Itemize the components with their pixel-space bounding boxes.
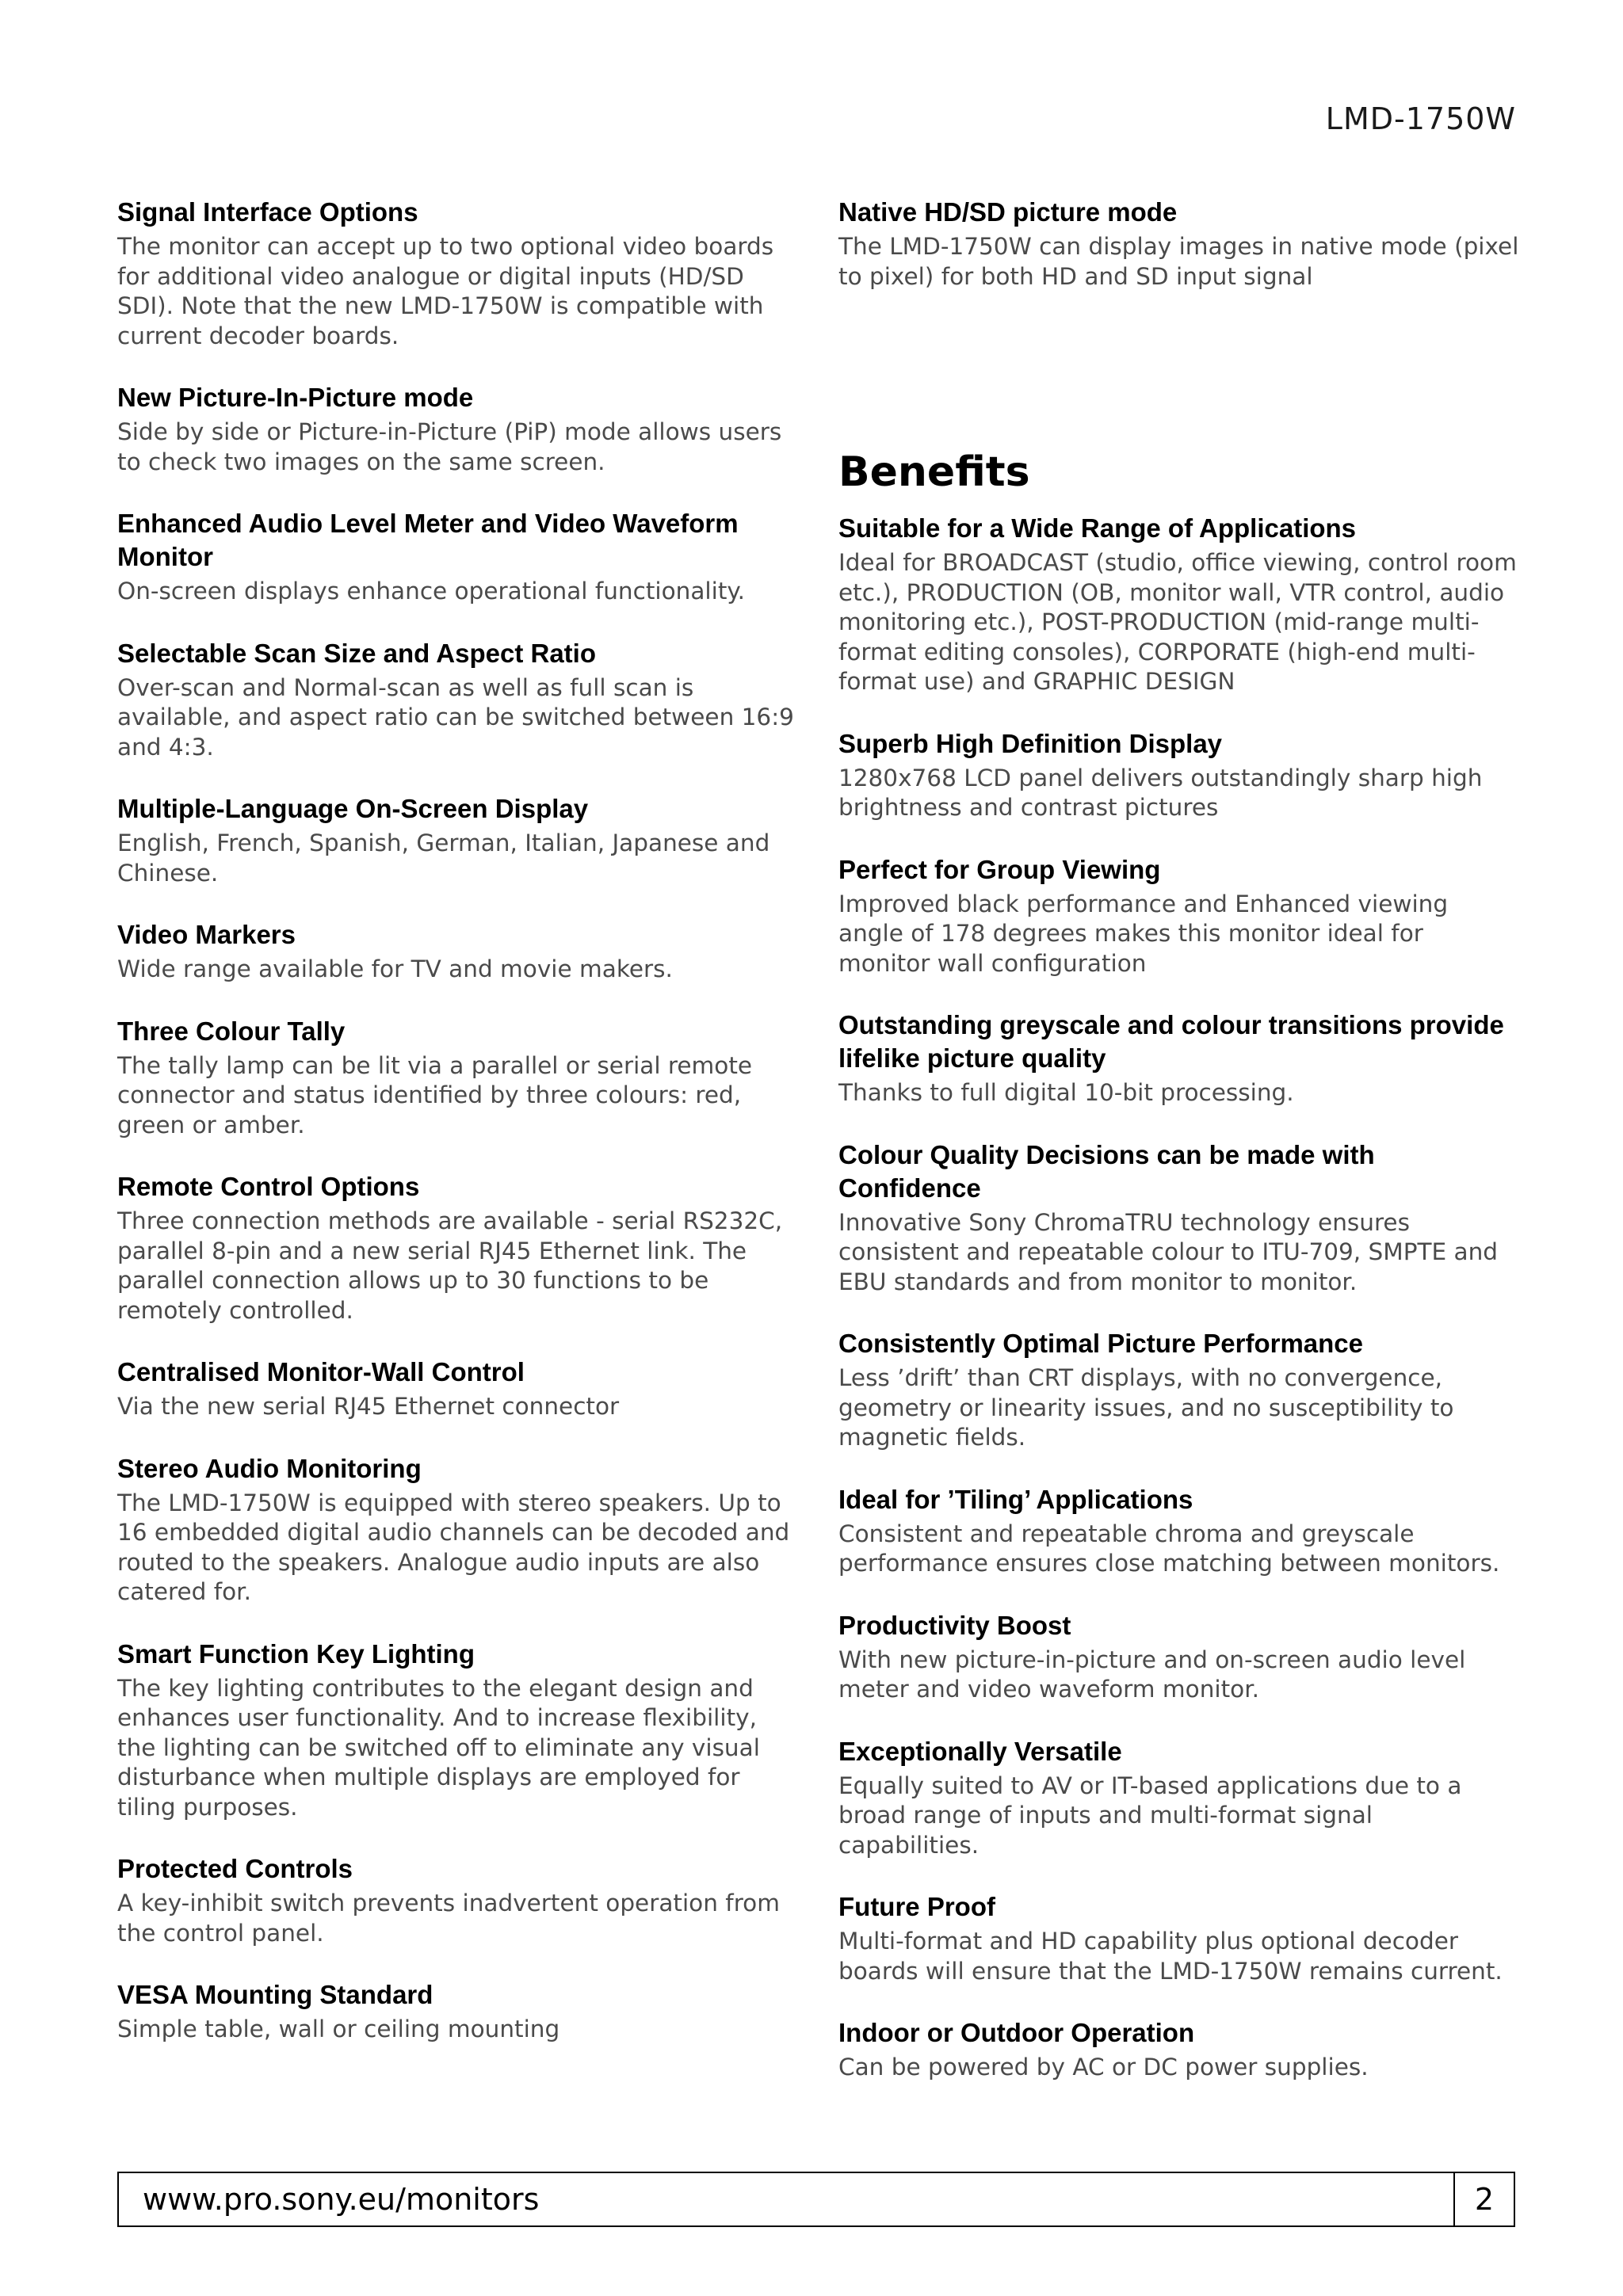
feature-heading: Video Markers — [117, 920, 296, 949]
feature-heading: Centralised Monitor-Wall Control — [117, 1357, 525, 1386]
benefit-body: Less ’drift’ than CRT displays, with no convergence, geometry or linearity issues, and no susceptibility to magnetic fields. — [838, 1364, 1454, 1451]
feature-section — [117, 196, 800, 351]
feature-body: Three connection methods are available - serial RS232C, parallel 8-pin and a new serial RJ45 Ethernet link. The parallel connection allows up to 30 functions to be remotely controlled. — [117, 1207, 783, 1324]
feature-body: The LMD-1750W can display images in native mode (pixel to pixel) for both HD and SD input signal — [838, 233, 1519, 290]
benefit-body: Improved black performance and Enhanced viewing angle of 178 degrees makes this monitor ideal for monitor wall configuration — [838, 890, 1449, 977]
feature-section — [117, 1978, 800, 2045]
benefit-heading: Consistently Optimal Picture Performance — [838, 1329, 1364, 1358]
benefit-heading: Ideal for ’Tiling’ Applications — [838, 1484, 1193, 1514]
benefit-section — [838, 1138, 1520, 1298]
benefit-section — [838, 1327, 1520, 1453]
benefit-body: Ideal for BROADCAST (studio, office viewing, control room etc.), PRODUCTION (OB, monitor wall, VTR control, audio monitoring etc.), POST-PRODUCTION (mid-range multi-format editing consoles), CORPORATE (high-end multi-format use) and GRAPHIC DESIGN — [838, 549, 1517, 695]
model-header: LMD-1750W — [1325, 101, 1516, 136]
feature-heading: Remote Control Options — [117, 1172, 420, 1201]
feature-heading: Signal Interface Options — [117, 197, 418, 227]
benefit-body: With new picture-in-picture and on-screen audio level meter and video waveform monitor. — [838, 1646, 1466, 1703]
feature-body: Wide range available for TV and movie makers. — [117, 955, 673, 982]
feature-body: Via the new serial RJ45 Ethernet connector — [117, 1393, 620, 1420]
feature-body: English, French, Spanish, German, Italian, Japanese and Chinese. — [117, 830, 770, 887]
feature-body: Over-scan and Normal-scan as well as full scan is available, and aspect ratio can be switched between 16:9 and 4:3. — [117, 673, 794, 761]
benefits-title: Benefits — [838, 448, 1030, 496]
feature-section — [117, 1638, 800, 1823]
feature-section — [117, 381, 800, 477]
feature-section — [117, 792, 800, 888]
column-spacer — [838, 322, 1520, 447]
benefit-section — [838, 512, 1520, 697]
benefit-heading: Indoor or Outdoor Operation — [838, 2018, 1195, 2047]
page-number: 2 — [1453, 2173, 1514, 2225]
benefit-section — [838, 1890, 1520, 1986]
benefit-section — [838, 1609, 1520, 1705]
feature-section — [117, 637, 800, 763]
feature-section — [117, 918, 800, 985]
benefit-section — [838, 727, 1520, 823]
benefit-body: Thanks to full digital 10-bit processing. — [838, 1079, 1294, 1106]
feature-heading: Stereo Audio Monitoring — [117, 1453, 422, 1483]
feature-body: The tally lamp can be lit via a parallel or serial remote connector and status identified by three colours: red, green or amber. — [117, 1051, 753, 1138]
feature-heading: Three Colour Tally — [117, 1016, 346, 1046]
benefit-section — [838, 1735, 1520, 1861]
benefit-heading: Perfect for Group Viewing — [838, 854, 1161, 884]
feature-heading: New Picture-In-Picture mode — [117, 383, 474, 412]
feature-section — [117, 507, 800, 607]
feature-heading: Multiple-Language On-Screen Display — [117, 794, 589, 823]
benefit-section — [838, 2016, 1520, 2083]
feature-section — [117, 1170, 800, 1325]
feature-body: A key-inhibit switch prevents inadvertent operation from the control panel. — [117, 1890, 780, 1947]
feature-section — [117, 1015, 800, 1141]
benefit-body: Consistent and repeatable chroma and greyscale performance ensures close matching between monitors. — [838, 1520, 1500, 1577]
benefit-heading: Productivity Boost — [838, 1610, 1071, 1640]
feature-heading: Smart Function Key Lighting — [117, 1638, 475, 1669]
benefit-body: Multi-format and HD capability plus optional decoder boards will ensure that the LMD-1750W remains current. — [838, 1928, 1503, 1985]
benefit-heading: Suitable for a Wide Range of Applications — [838, 513, 1357, 543]
benefit-body: Innovative Sony ChromaTRU technology ensures consistent and repeatable colour to ITU-709, SMPTE and EBU standards and from monitor to monitor. — [838, 1208, 1499, 1295]
feature-body: The monitor can accept up to two optional video boards for additional video analogue or digital inputs (HD/SD SDI). Note that the new LMD-1750W is compatible with current decoder boards. — [117, 233, 774, 349]
feature-section — [117, 1356, 800, 1422]
benefit-section — [838, 853, 1520, 979]
benefit-section — [838, 1009, 1520, 1108]
benefit-heading: Superb High Definition Display — [838, 728, 1223, 758]
feature-section — [117, 1852, 800, 1948]
benefit-heading: Colour Quality Decisions can be made with Confidence — [838, 1139, 1375, 1203]
feature-section — [117, 1452, 800, 1608]
feature-heading: Enhanced Audio Level Meter and Video Waveform Monitor — [117, 509, 739, 571]
feature-heading: Protected Controls — [117, 1854, 353, 1883]
benefit-body: Can be powered by AC or DC power supplies. — [838, 2054, 1369, 2081]
feature-section-native — [838, 196, 1520, 292]
feature-heading: Selectable Scan Size and Aspect Ratio — [117, 638, 596, 668]
feature-body: The key lighting contributes to the elegant design and enhances user functionality. And to increase flexibility, the lighting can be switched off to eliminate any visual disturbance when multiple displays are employed for tiling purposes. — [117, 1674, 760, 1821]
feature-body: Simple table, wall or ceiling mounting — [117, 2016, 560, 2042]
benefit-heading: Exceptionally Versatile — [838, 1736, 1122, 1766]
feature-body: Side by side or Picture-in-Picture (PiP) mode allows users to check two images on the same screen. — [117, 418, 782, 475]
feature-heading: Native HD/SD picture mode — [838, 197, 1178, 227]
feature-heading: VESA Mounting Standard — [117, 1980, 433, 2009]
left-column — [117, 196, 800, 2075]
benefit-body: Equally suited to AV or IT-based applications due to a broad range of inputs and multi-format signal capabilities. — [838, 1772, 1462, 1859]
benefit-section — [838, 1483, 1520, 1579]
benefit-heading: Outstanding greyscale and colour transitions provide lifelike picture quality — [838, 1010, 1504, 1073]
footer-url-link[interactable]: www.pro.sony.eu/monitors — [143, 2182, 540, 2217]
feature-body: The LMD-1750W is equipped with stereo speakers. Up to 16 embedded digital audio channels can be decoded and routed to the speakers. Analogue audio inputs are also catered for. — [117, 1489, 790, 1605]
benefit-body: 1280x768 LCD panel delivers outstandingly sharp high brightness and contrast pictures — [838, 764, 1483, 821]
right-column — [838, 196, 1520, 2113]
footer-bar — [117, 2172, 1515, 2227]
benefit-heading: Future Proof — [838, 1892, 995, 1921]
feature-body: On-screen displays enhance operational functionality. — [117, 578, 746, 605]
